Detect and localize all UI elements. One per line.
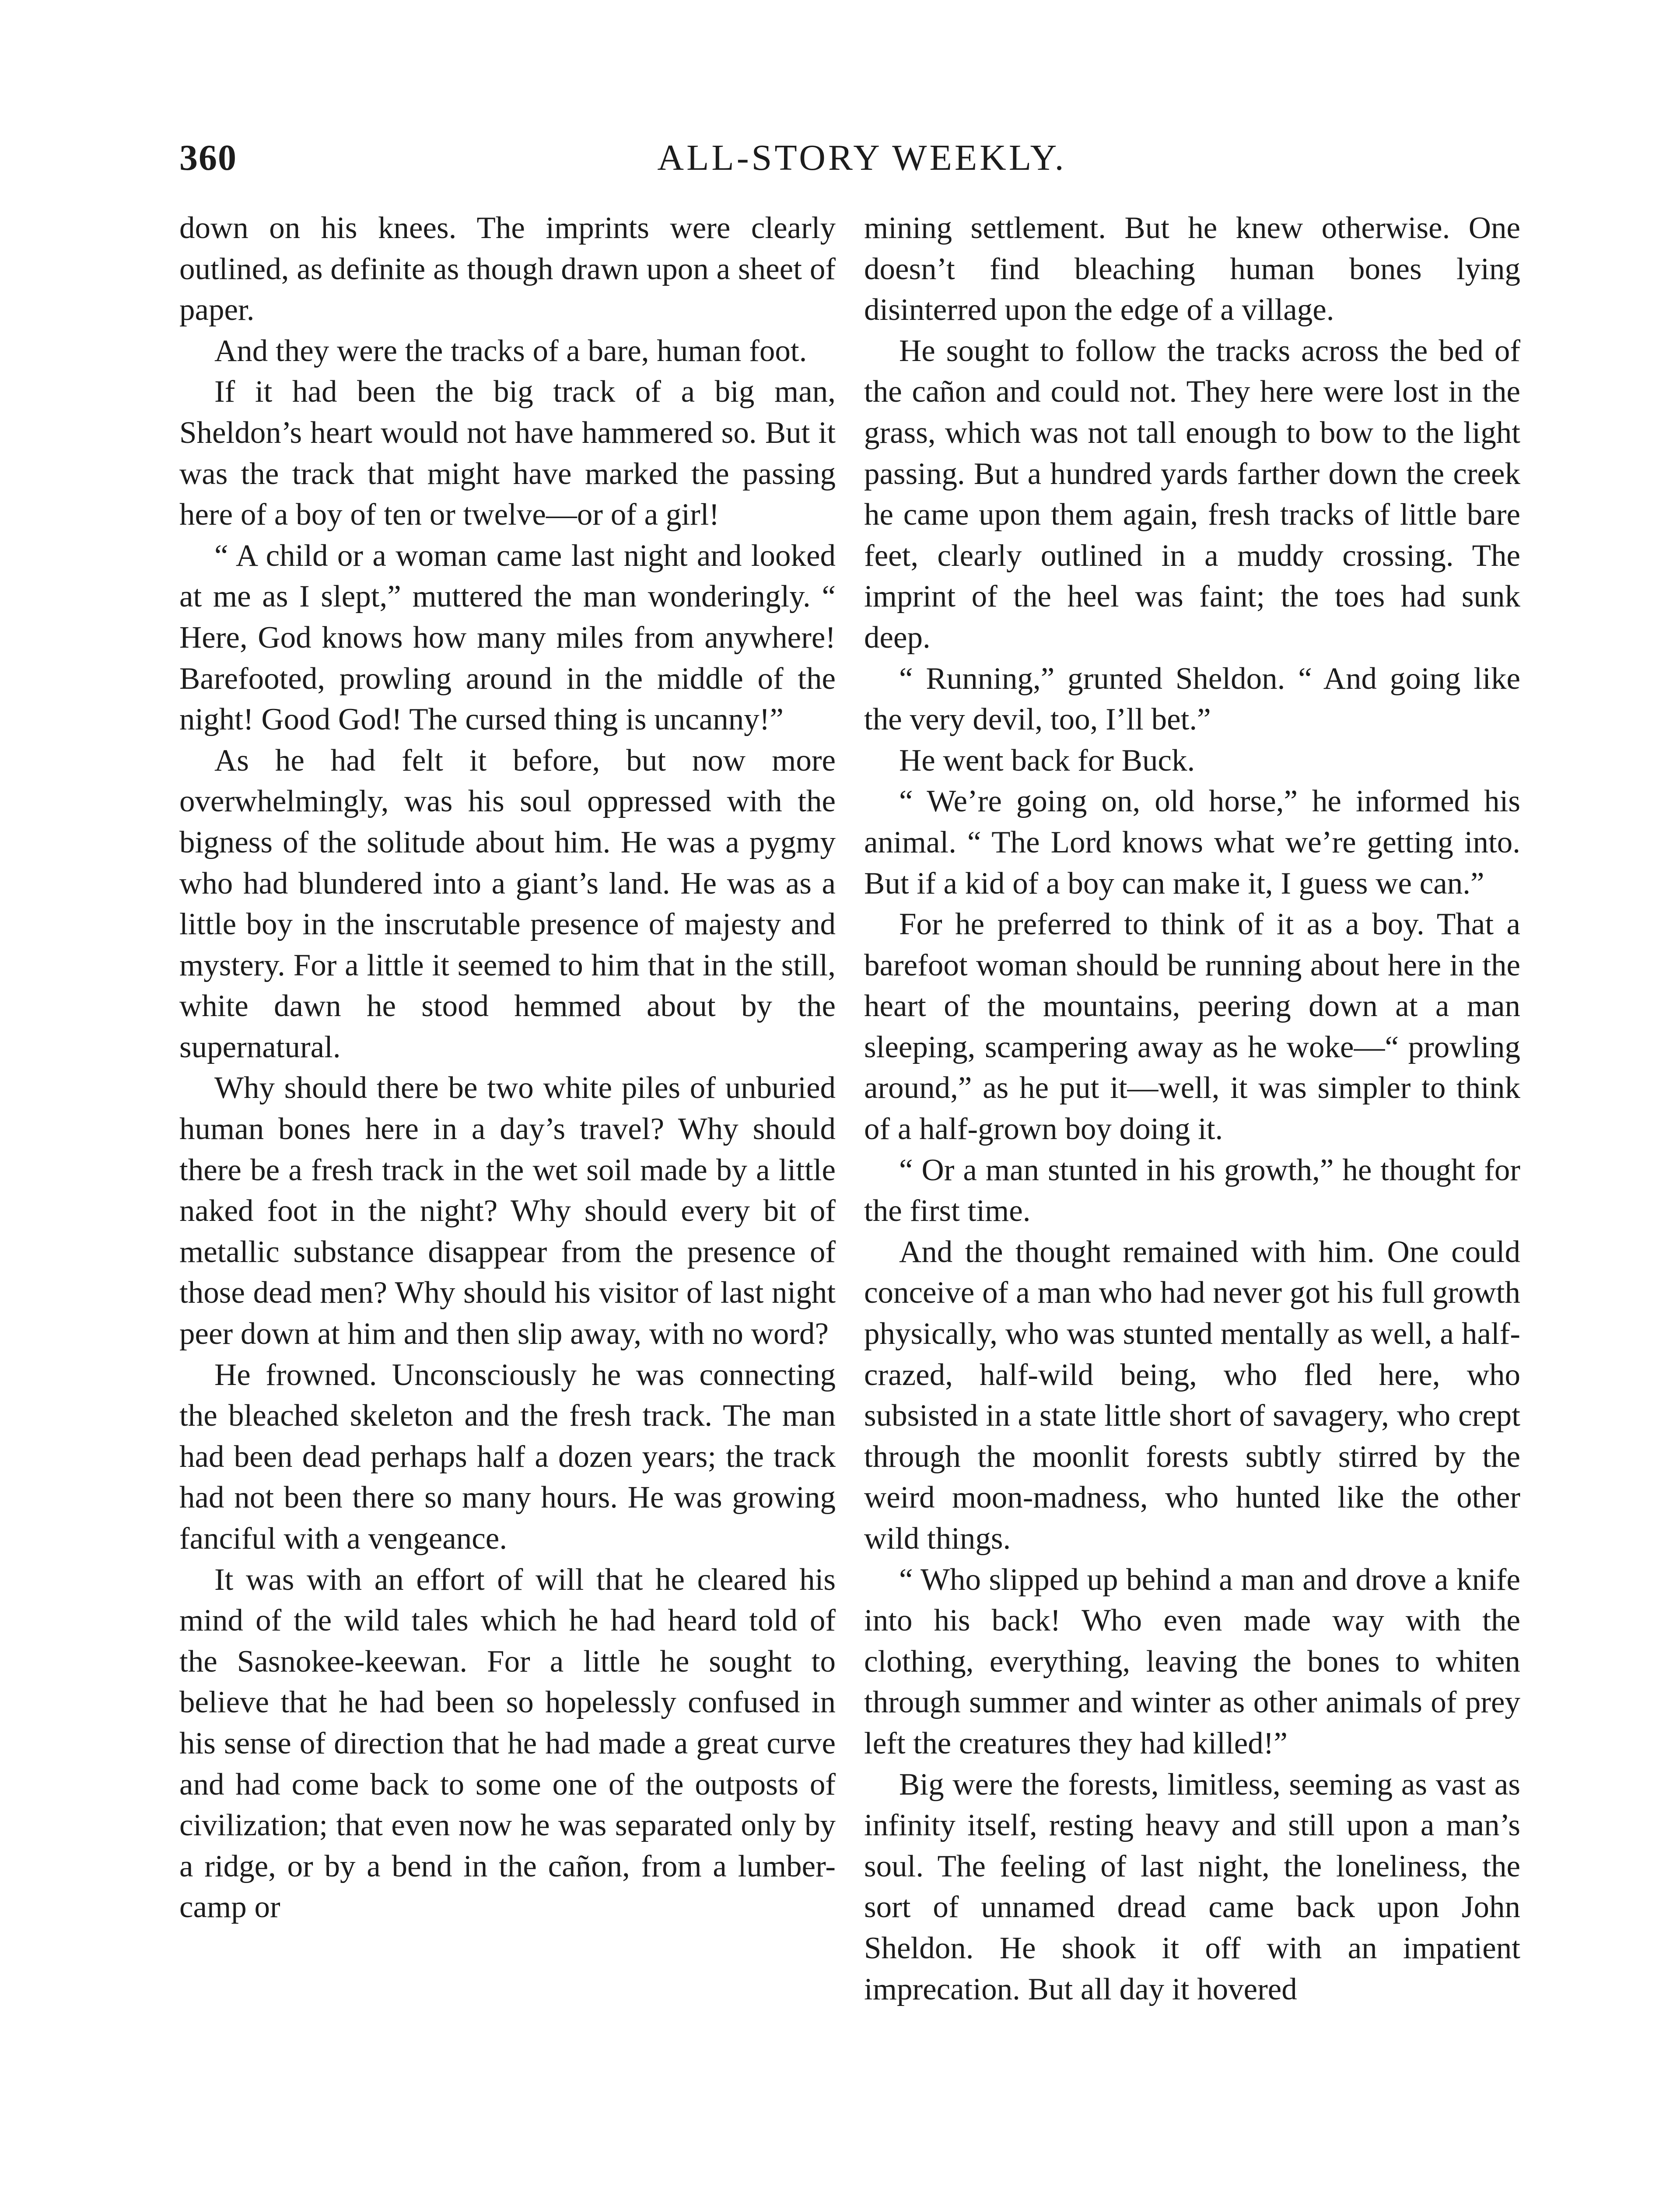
- paragraph: If it had been the big track of a big man, Sheldon’s heart would not have hammered so. But it was the track that might have marked the passing here of a boy of ten or twelve—or of a girl!: [179, 375, 836, 532]
- paragraph: And they were the tracks of a bare, human foot.: [214, 333, 807, 368]
- page-number: 360: [179, 137, 237, 178]
- running-title: ALL-STORY WEEKLY.: [657, 137, 1067, 178]
- paragraph: As he had felt it before, but now more overwhelmingly, was his soul oppressed with the bigness of the solitude about him. He was a pygmy who had blundered into a giant’s land. He was as a little boy in the inscrutable presence of majesty and mystery. For a little it seemed to him that in the still, white dawn he stood hemmed about by the supernatural.: [179, 743, 836, 1064]
- paragraph: “ A child or a woman came last night and looked at me as I slept,” muttered the man wonderingly. “ Here, God knows how many miles from anywhere! Barefooted, prowling around in the middle of the night! Good God! The cursed thing is uncanny!”: [179, 538, 836, 737]
- paragraph: For he preferred to think of it as a boy. That a barefoot woman should be running about here in the heart of the mountains, peering down at a man sleeping, scampering away as he woke—“ prowling around,” as he put it—well, it was simpler to think of a half-grown boy doing it.: [864, 907, 1520, 1147]
- paragraph: Why should there be two white piles of unburied human bones here in a day’s travel? Why should there be a fresh track in the wet soil made by a little naked foot in the night? Why should every bit of metallic substance disappear from the presence of those dead men? Why should his visitor of last night peer down at him and then slip away, with no word?: [179, 1071, 836, 1351]
- paragraph: “ We’re going on, old horse,” he informed his animal. “ The Lord knows what we’re getting into. But if a kid of a boy can make it, I guess we can.”: [864, 784, 1520, 901]
- paragraph: “ Running,” grunted Sheldon. “ And going like the very devil, too, I’ll bet.”: [864, 661, 1520, 737]
- paragraph: “ Or a man stunted in his growth,” he thought for the first time.: [864, 1153, 1520, 1228]
- paragraph: He sought to follow the tracks across the bed of the cañon and could not. They here were lost in the grass, which was not tall enough to bow to the light passing. But a hundred yards farther down the creek he came upon them again, fresh tracks of little bare feet, clearly outlined in a muddy crossing. The imprint of the heel was faint; the toes had sunk deep.: [864, 333, 1520, 655]
- paragraph: He went back for Buck.: [899, 743, 1195, 778]
- left-column: [179, 208, 836, 2188]
- paragraph: Big were the forests, limitless, seeming as vast as infinity itself, resting heavy and still upon a man’s soul. The feeling of last night, the loneliness, the sort of unnamed dread came back upon John Sheldon. He shook it off with an impatient imprecation. But all day it hovered: [864, 1767, 1520, 2006]
- paragraph: “ Who slipped up behind a man and drove a knife into his back! Who even made way with the clothing, everything, leaving the bones to whiten through summer and winter as other animals of prey left the creatures they had killed!”: [864, 1562, 1520, 1760]
- paragraph: down on his knees. The imprints were clearly outlined, as definite as though drawn upon a sheet of paper.: [179, 211, 836, 327]
- paragraph: He frowned. Unconsciously he was connecting the bleached skeleton and the fresh track. The man had been dead perhaps half a dozen years; the track had not been there so many hours. He was growing fanciful with a vengeance.: [179, 1357, 836, 1556]
- paragraph: It was with an effort of will that he cleared his mind of the wild tales which he had heard told of the Sasnokee-keewan. For a little he sought to believe that he had been so hopelessly confused in his sense of direction that he had made a great curve and had come back to some one of the outposts of civilization; that even now he was separated only by a ridge, or by a bend in the cañon, from a lumber-camp or: [179, 1562, 836, 1925]
- paragraph: And the thought remained with him. One could conceive of a man who had never got his full growth physically, who was stunted mentally as well, a half-crazed, half-wild being, who fled here, who subsisted in a state little short of savagery, who crept through the moonlit forests subtly stirred by the weird moon-madness, who hunted like the other wild things.: [864, 1234, 1520, 1556]
- paragraph: mining settlement. But he knew otherwise. One doesn’t find bleaching human bones lying disinterred upon the edge of a village.: [864, 211, 1520, 327]
- page-header: [179, 137, 1544, 185]
- right-column: [864, 208, 1520, 2188]
